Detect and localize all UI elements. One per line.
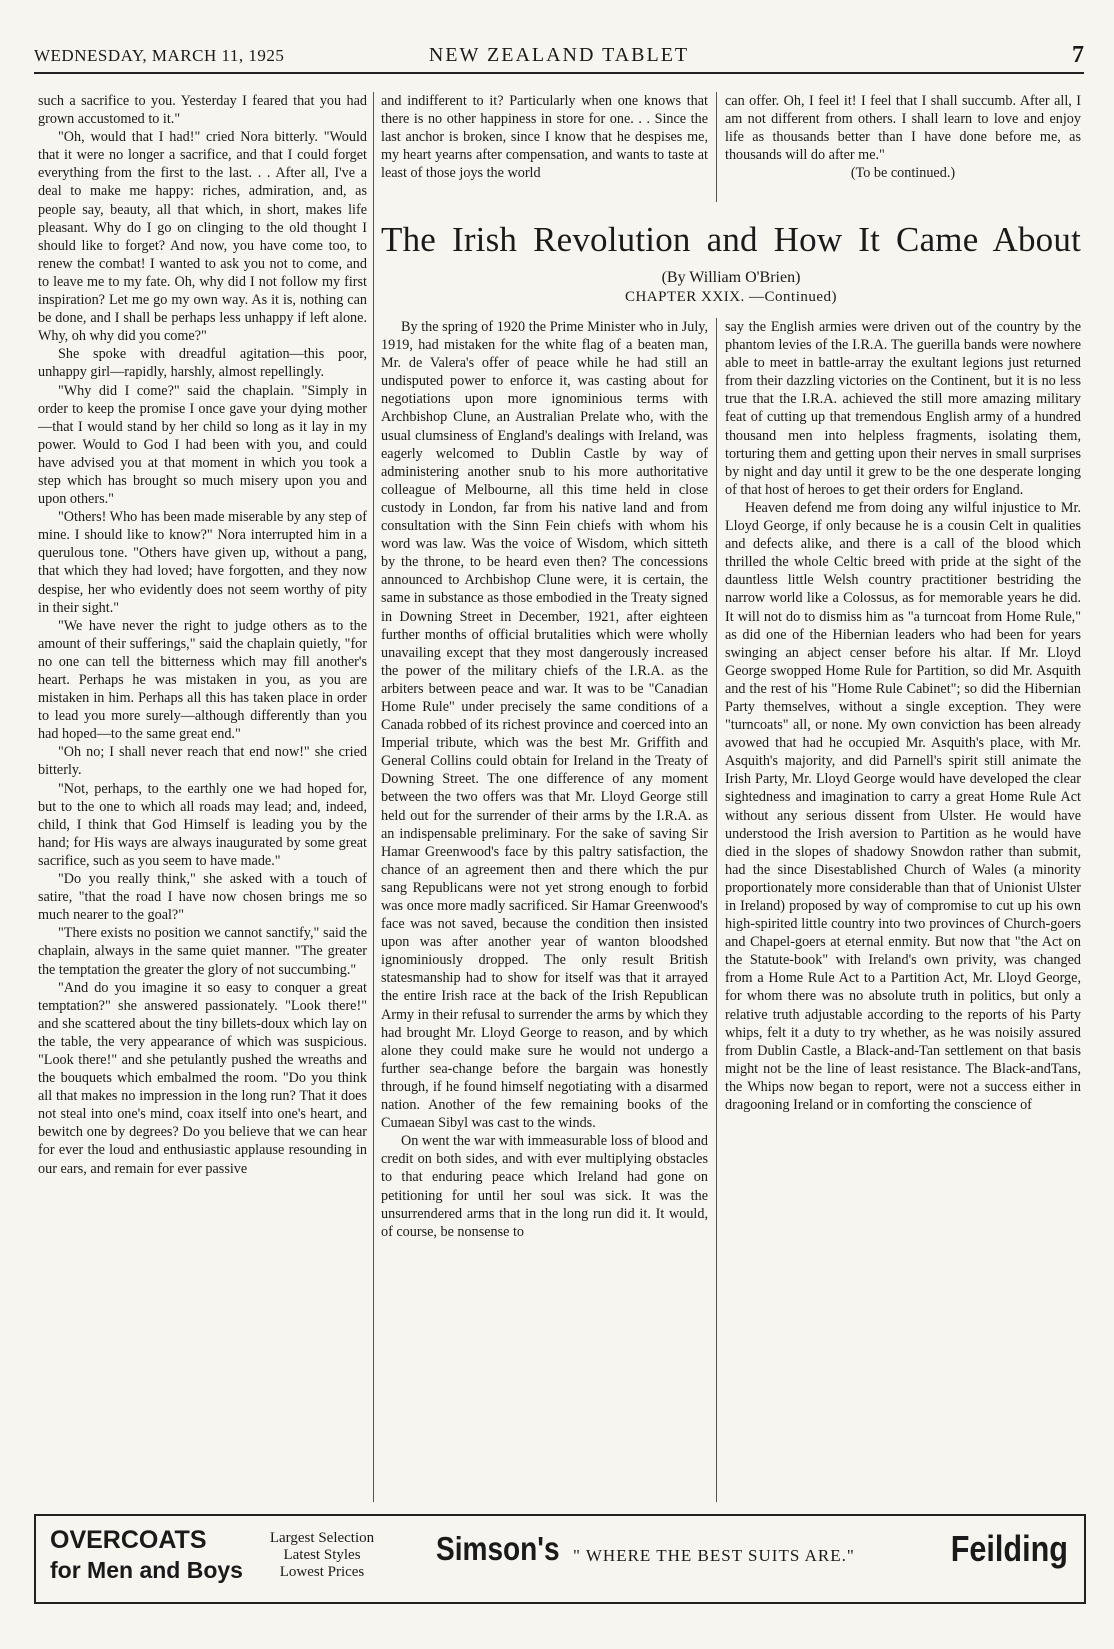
- article-paragraph: say the English armies were driven out of the country by the phantom levies of the I.R.A. The guerilla bands were nowhere able to meet in battle-array the exultant legions just returned from their dazzling victories on the Continent, but it is no less true that the I.R.A. achieved the still more amazing military feat of cutting up that tremendous English army of a hundred thousand men into helpless fragments, isolating them, torturing them and getting upon their nerves in small surprises by night and day until it grew to be the one desperate longing of that host of heroes to get their orders for England.: [725, 319, 1081, 498]
- ad-subheadline: for Men and Boys: [50, 1557, 243, 1583]
- ad-feature: Latest Styles: [283, 1547, 361, 1563]
- story-paragraph: "Oh no; I shall never reach that end now!" she cried bitterly.: [38, 744, 367, 779]
- story-paragraph: "Why did I come?" said the chaplain. "Simply in order to keep the promise I once gave your dying mother—that I would stand by her child so long as it lay in my power. Would to God I had been with you, and could have advised you at that moment in which you took a step which has brought so much misery upon you and upon others.": [38, 382, 367, 508]
- article-paragraph: By the spring of 1920 the Prime Minister who in July, 1919, had mistaken for the white flag of a beaten man, Mr. de Valera's offer of peace while he had still an undisputed power to enforce it, was casting about for negotiations upon more ignominious terms with Archbishop Clune, an Australian Prelate who, with the usual clumsiness of England's dealings with Ireland, was eagerly welcomed to Dublin Castle by way of administering another snub to his more authoritative colleague of Melbourne, all this time held in close custody in London, far from his native land and from consultation with the Sinn Fein chiefs with whom his word was law. Was the voice of Wisdom, which sitteth by the throne, to be heard even then? The concessions announced to Archbishop Clune were, it is certain, the same in substance as those embodied in the Treaty signed in Downing Street in December, 1921, after eighteen further months of official brutalities which were wholly unavailing except that they most dangerously increased the power of the military chiefs of the I.R.A. as the arbiters between peace and war. It was to be "Canadian Home Rule" under precisely the same conditions of a Canada robbed of its richest province and coerced into an Imperial tribute, which was the best Mr. Griffith and General Collins could obtain for Ireland in the Treaty of Downing Street. The one difference of any moment between the two offers was that Mr. Lloyd George still held out for the surrender of their arms by the I.R.A. as an indispensable preliminary. For the sake of saving Sir Hamar Greenwood's face by this paltry satisfaction, the chance of an agreement then and there which the pur sang Republicans were not yet strong enough to forbid was once more madly sacrificed. Sir Hamar Greenwood's face was not saved, because the condition then insisted upon was after another year of wanton bloodshed ignominiously dropped. The only result British statesmanship had to show for itself was that it arrayed the entire Irish race at the back of the Irish Republican Army in their refusal to surrender the arms by which they had brought Mr. Lloyd George to reason, and by which alone they could make sure he would not undergo a further sea-change before the bargain was honestly through, if he found himself negotiating with a disarmed nation. Another of the few remaining books of the Cumaean Sibyl was cast to the winds.: [381, 319, 708, 1132]
- article-paragraph: Heaven defend me from doing any wilful injustice to Mr. Lloyd George, if only because he is a cousin Celt in qualities and defects alike, and there is a call of the blood which thrilled the whole Celtic breed with pride at the sight of the dauntless little Welsh country practitioner bestriding the narrow world like a Colossus, as for memorable years he did. It will not do to dismiss him as "a turncoat from Home Rule," as did one of the Hibernian leaders who had been for years swinging an abject censer before his altar. If Mr. Lloyd George swopped Home Rule for Partition, so did Mr. Asquith and the rest of his "Home Rule Cabinet"; so did the Hibernian Party themselves, without a single exception. They were "turncoats" all, or none. My own conviction has been already avowed that had he occupied Mr. Asquith's place, with Mr. Asquith's majority, and did Parnell's spirit still animate the Irish Party, Mr. Lloyd George would have developed the clear sightedness and imagination to carry a great Home Rule Act without any serious dissent from Ulster. He would have understood the Irish aversion to Partition as he would have died in the slopes of shadowy Snowdon rather than submit, had the since Disestablished Church of Wales (a minority proportionately more considerable than that of Unionist Ulster in Ireland) proposed by way of compromise to cut up his own high-spirited little country into two provinces of Church-goers and Chapel-goers at eternal enmity. But now that "the Act on the Statute-book" with Ireland's own privity, was changed from a Home Rule Act to a Partition Act, Mr. Lloyd George, for whom there was no absolute truth in politics, but only a relative truth adjustable according to the reports of his Party whips, felt it a duty to try whether, as he was noisily assured from Dublin Castle, a Black-and-Tan settlement on that basis might not be the line of least resistance. The Black-andTans, the Whips now began to report, were not a success either in dragooning Ireland or in comforting the conscience of: [725, 499, 1081, 1114]
- ad-features: [262, 1530, 382, 1581]
- ad-town: Feilding: [950, 1528, 1068, 1569]
- story-paragraph: She spoke with dreadful agitation—this poor, unhappy girl—rapidly, harshly, almost repellingly.: [38, 346, 367, 381]
- ad-brand: Simson's: [436, 1530, 560, 1567]
- article-title: The Irish Revolution and How It Came About: [381, 220, 1081, 259]
- story-paragraph: "Others! Who has been made miserable by any step of mine. I should like to know?" Nora interrupted him in a querulous tone. "Others have given up, without a pang, that which they had loved; have forgotten, and they now despise, her who evidently does not seem worthy of pity in their sight.": [38, 509, 367, 616]
- story-column-left: [38, 92, 367, 1499]
- column-rule-right-lower: [716, 318, 717, 1502]
- story-column-right: [725, 92, 1081, 212]
- story-paragraph: "Not, perhaps, to the earthly one we had hoped for, but to the one to which all roads may lead; and, indeed, child, I think that God Himself is leading you by the hand; for His ways are always inaugurated by some great sacrifice, such as you seem to have made.": [38, 780, 367, 869]
- to-be-continued: (To be continued.): [850, 165, 956, 182]
- ad-feature: Lowest Prices: [279, 1564, 365, 1580]
- story-column-middle: [381, 92, 708, 212]
- newspaper-title: NEW ZEALAND TABLET: [428, 44, 690, 66]
- page-header: [34, 42, 1084, 74]
- advertisement-box: [34, 1514, 1086, 1604]
- story-paragraph: "Oh, would that I had!" cried Nora bitterly. "Would that it were no longer a sacrifice, and that I could forget everything from the first to the last. . . After all, I've a deal to make me happy: riches, admiration, and, as people say, beauty, all that which, in short, makes life pleasant. Why do I go on clinging to the old thought I should like to forget? And now, you have come too, to renew the combat! I wanted to ask you not to come, and to leave me to my fate. Oh, why did I not follow my first inspiration? Let me go my own way. As it is, nothing can be done, and I shall be perhaps less unhappy if left alone. Why, oh why did you come?": [38, 129, 367, 345]
- story-paragraph: "There exists no position we cannot sanctify," said the chaplain, always in the same quiet manner. "The greater the temptation the greater the glory of not succumbing.": [38, 925, 367, 978]
- article-paragraph: On went the war with immeasurable loss of blood and credit on both sides, and with ever multiplying obstacles to that enduring peace which Ireland had gone on petitioning for until her soul was sick. It was the unsurrendered arms that in the long run did it. It would, of course, be nonsense to: [381, 1133, 708, 1240]
- story-paragraph: "Do you really think," she asked with a touch of satire, "that the road I have now chosen brings me so much nearer to the goal?": [38, 871, 367, 924]
- story-paragraph: "And do you imagine it so easy to conquer a great temptation?" she answered passionately. "Look there!" and she scattered about the tiny billets-doux which lay on the table, the very appearance of which was suspicious. "Look there!" and she petulantly pushed the wreaths and the bouquets which embalmed the room. "Do you think all that makes no impression in the long run? That it does not steal into one's mind, coax itself into one's heart, and bewitch one by degrees? Do you believe that we can hear for ever the loud and enthusiastic applause resounding in our ears, and remain for ever passive: [38, 979, 367, 1177]
- article-column-right: [725, 318, 1081, 1500]
- page-number: 7: [1072, 42, 1084, 68]
- story-paragraph: and indifferent to it? Particularly when one knows that there is no other happiness in store for one. . . Since the last anchor is broken, since I know that he despises me, my heart yearns after compensation, and wants to taste at least of those joys the world: [381, 93, 708, 182]
- article-chapter: CHAPTER XXIX. —Continued): [624, 289, 838, 305]
- article-byline: (By William O'Brien): [661, 269, 801, 286]
- column-rule-left: [373, 92, 374, 1502]
- ad-feature: Largest Selection: [269, 1530, 375, 1546]
- story-paragraph: such a sacrifice to you. Yesterday I feared that you had grown accustomed to it.": [38, 93, 367, 128]
- story-paragraph: can offer. Oh, I feel it! I feel that I shall succumb. After all, I am not different from others. I shall learn to love and enjoy life as thousands better than I have done before me, as thousands will do after me.": [725, 93, 1081, 164]
- ad-headline: OVERCOATS: [50, 1526, 207, 1554]
- issue-date: WEDNESDAY, MARCH 11, 1925: [34, 46, 285, 65]
- column-rule-right: [716, 92, 717, 202]
- ad-slogan: " WHERE THE BEST SUITS ARE.": [573, 1546, 855, 1565]
- article-column-middle: [381, 318, 708, 1500]
- story-paragraph: "We have never the right to judge others as to the amount of their sufferings," said the chaplain quietly, "for no one can tell the bitterness which may fill another's heart. Perhaps he was mistaken in you, as you are mistaken in him. Perhaps all this has taken place in order to lead you more surely—although differently than you had hoped—to the same great end.": [38, 617, 367, 743]
